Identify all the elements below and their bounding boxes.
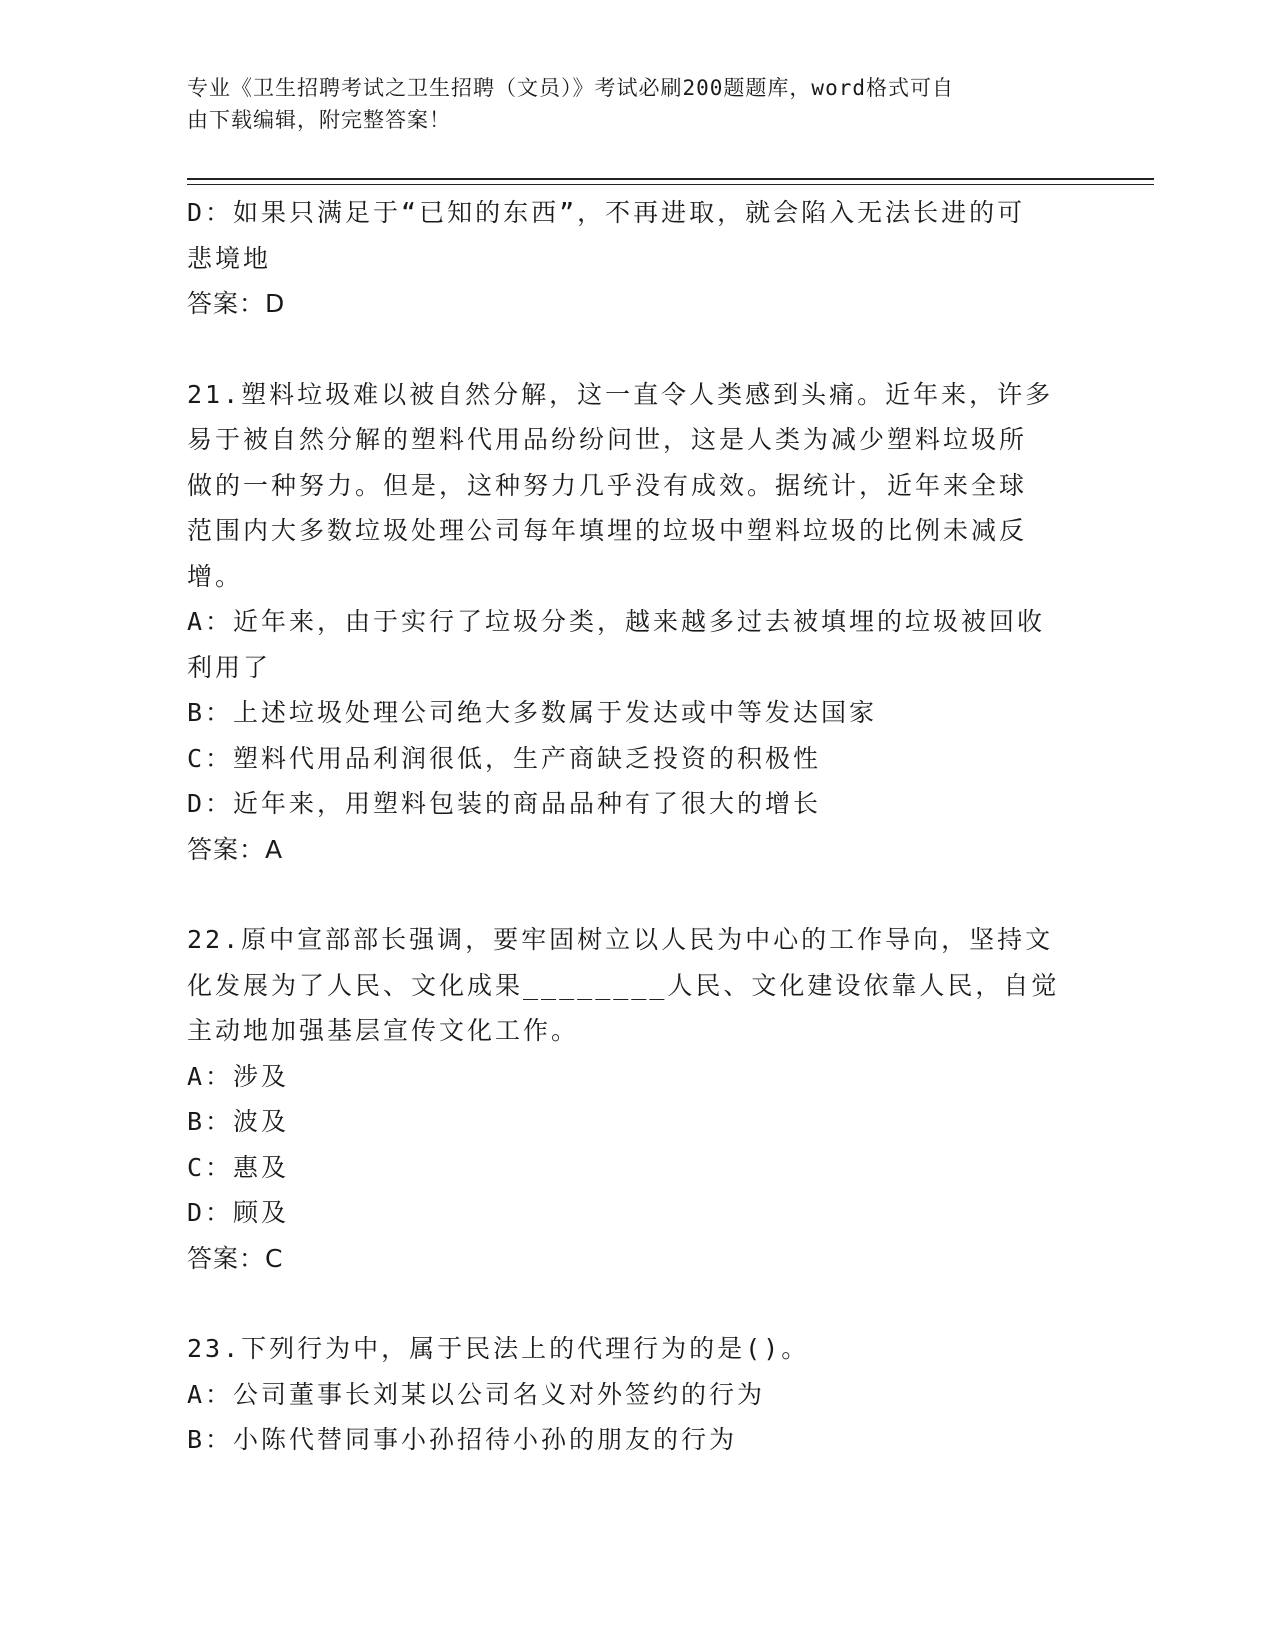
question-21 <box>187 372 1087 873</box>
question-stem-line: 范围内大多数垃圾处理公司每年填埋的垃圾中塑料垃圾的比例未减反 <box>187 516 1028 545</box>
option-d: D：近年来，用塑料包装的商品品种有了很大的增长 <box>187 789 822 818</box>
option-c: C：塑料代用品利润很低，生产商缺乏投资的积极性 <box>187 743 822 773</box>
option-c: C：惠及 <box>187 1152 290 1182</box>
previous-question-tail <box>187 190 1087 327</box>
question-stem-line: 增。 <box>187 561 244 591</box>
option-a: A：近年来，由于实行了垃圾分类，越来越多过去被填埋的垃圾被回收 <box>187 607 1046 636</box>
option-b: B：上述垃圾处理公司绝大多数属于发达或中等发达国家 <box>187 698 878 727</box>
option-b: B：小陈代替同事小孙招待小孙的朋友的行为 <box>187 1425 738 1454</box>
question-stem-line: 22.原中宣部部长强调，要牢固树立以人民为中心的工作导向，坚持文 <box>187 925 1054 954</box>
spacer <box>187 327 1087 372</box>
header-title-line1: 专业《卫生招聘考试之卫生招聘（文员）》考试必刷200题题库，word格式可自 <box>187 76 954 100</box>
question-stem-line: 21.塑料垃圾难以被自然分解，这一直令人类感到头痛。近年来，许多 <box>187 379 1054 409</box>
answer-line: 答案：D <box>187 289 286 318</box>
spacer <box>187 1281 1087 1326</box>
header-title-line2: 由下载编辑，附完整答案！ <box>187 108 451 132</box>
option-a: A：公司董事长刘某以公司名义对外签约的行为 <box>187 1379 766 1409</box>
question-23 <box>187 1326 1087 1463</box>
header-divider-thick <box>187 178 1154 180</box>
option-a-continued: 利用了 <box>187 652 272 682</box>
header-divider-thin <box>187 184 1154 185</box>
option-d: D：如果只满足于“已知的东西”，不再进取，就会陷入无法长进的可 <box>187 198 1026 227</box>
option-d-continued: 悲境地 <box>187 243 272 273</box>
answer-line: 答案：A <box>187 834 284 864</box>
question-stem-line: 做的一种努力。但是，这种努力几乎没有成效。据统计，近年来全球 <box>187 470 1028 500</box>
option-d: D：顾及 <box>187 1198 290 1227</box>
question-22 <box>187 917 1087 1281</box>
document-header <box>187 72 1067 136</box>
question-stem-line: 主动地加强基层宣传文化工作。 <box>187 1016 580 1045</box>
answer-line: 答案：C <box>187 1243 284 1273</box>
question-stem-line: 23.下列行为中，属于民法上的代理行为的是()。 <box>187 1334 810 1363</box>
question-content <box>187 190 1087 1463</box>
option-b: B：波及 <box>187 1107 290 1136</box>
question-stem-line: 化发展为了人民、文化成果________人民、文化建设依靠人民，自觉 <box>187 970 1060 1000</box>
spacer <box>187 872 1087 917</box>
option-a: A：涉及 <box>187 1061 290 1091</box>
question-stem-line: 易于被自然分解的塑料代用品纷纷问世，这是人类为减少塑料垃圾所 <box>187 425 1028 454</box>
